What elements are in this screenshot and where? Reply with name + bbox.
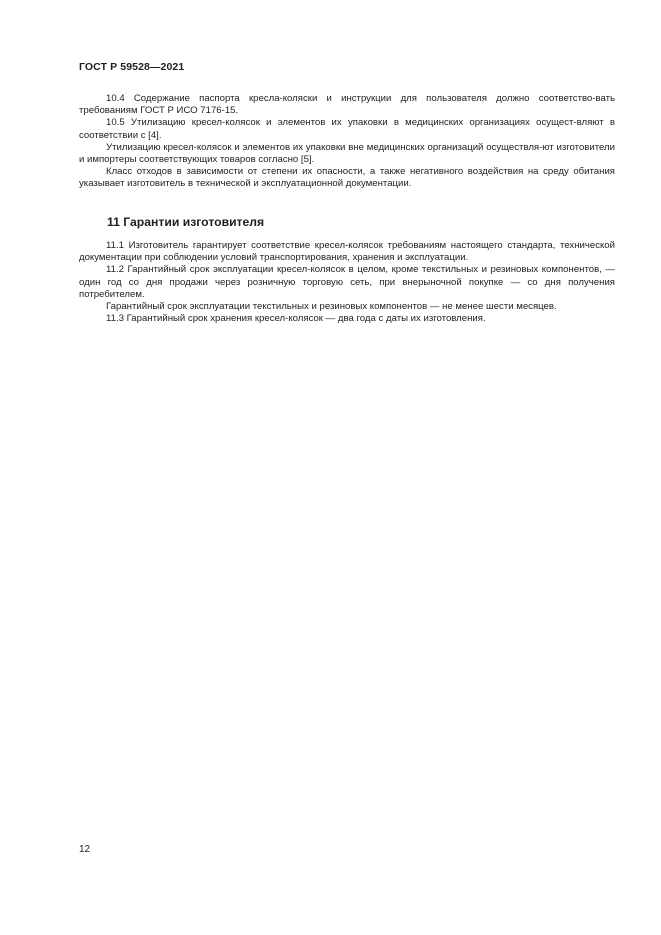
paragraph-11-1: 11.1 Изготовитель гарантирует соответствие кресел-колясок требованиям настоящего стандарта, технической документации при соблюдении условий транспортирования, хранения и эксплуатации. xyxy=(79,240,615,264)
document-header: ГОСТ Р 59528—2021 xyxy=(79,61,185,73)
paragraph-10-5: 10.5 Утилизацию кресел-колясок и элементов их упаковки в медицинских организациях осущест-вляют в соответствии с [4]. xyxy=(79,117,615,141)
paragraph-10-5-disposal: Утилизацию кресел-колясок и элементов их упаковки вне медицинских организаций осуществля-ют изготовители и импортеры соответствующих товаров согласно [5]. xyxy=(79,141,615,166)
section-10-continuation xyxy=(79,93,615,191)
paragraph-11-2: 11.2 Гарантийный срок эксплуатации кресел-колясок в целом, кроме текстильных и резиновых компонентов, — один год со дня продажи через розничную торговую сеть, при внерыночной покупке — со дня получения потребителем. xyxy=(79,264,615,300)
section-11-title: 11 Гарантии изготовителя xyxy=(107,215,265,229)
paragraph-11-2-components: Гарантийный срок эксплуатации текстильных и резиновых компонентов — не менее шести месяцев. xyxy=(106,301,557,313)
paragraph-10-4: 10.4 Содержание паспорта кресла-коляски и инструкции для пользователя должно соответство-вать требованиям ГОСТ Р ИСО 7176-15. xyxy=(79,93,615,117)
paragraph-11-3: 11.3 Гарантийный срок хранения кресел-колясок — два года с даты их изготовления. xyxy=(106,313,486,325)
section-11-body xyxy=(79,240,615,325)
page-number: 12 xyxy=(79,844,91,855)
paragraph-10-5-waste-class: Класс отходов в зависимости от степени их опасности, а также негативного воздействия на среду обитания указывает изготовитель в технической и эксплуатационной документации. xyxy=(79,166,615,190)
